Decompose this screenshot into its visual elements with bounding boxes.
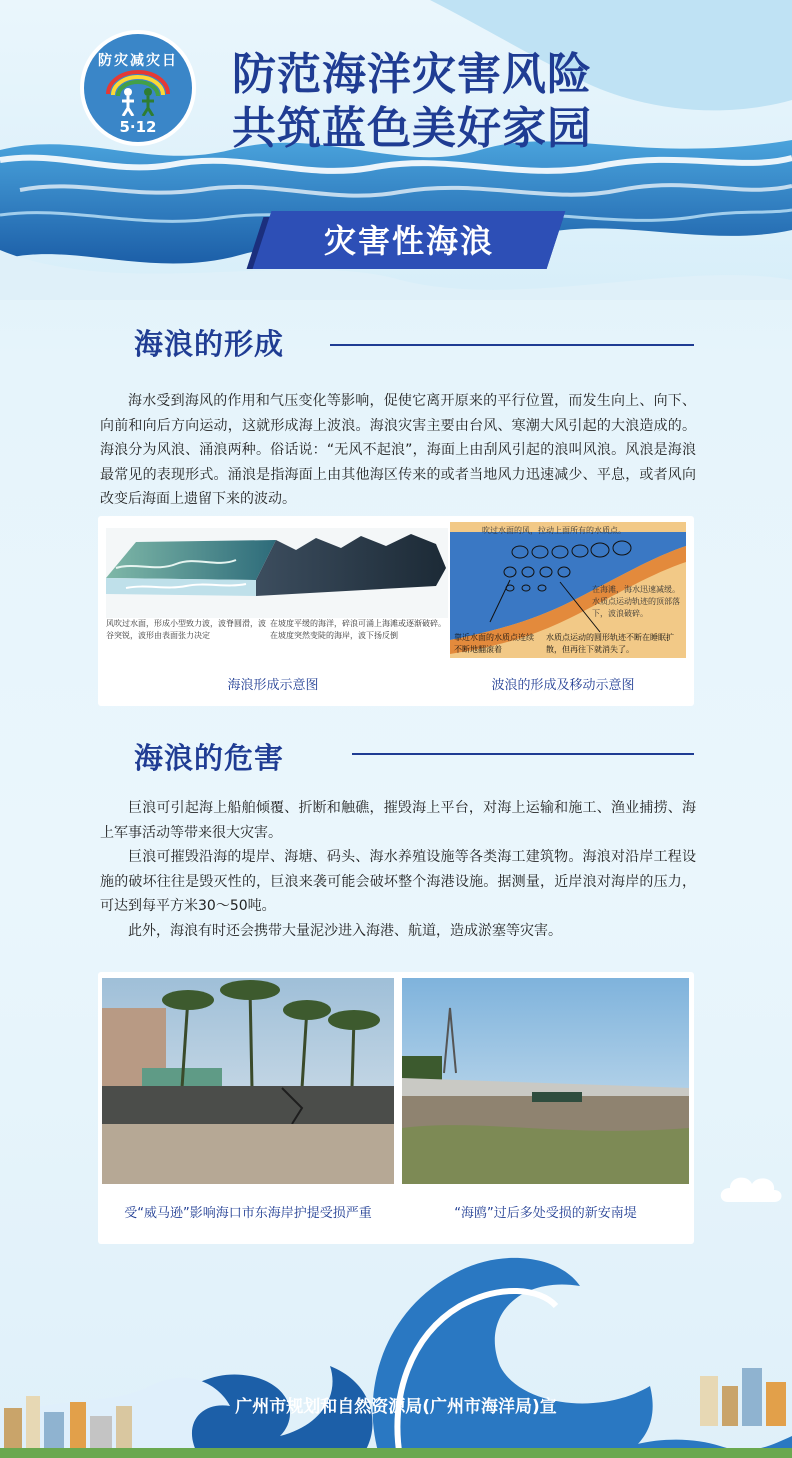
figure-caption-motion: 波浪的形成及移动示意图 [491, 678, 635, 693]
hazards-paragraphs [100, 796, 696, 943]
photo-caption-xinan: “海鸥”过后多处受损的新安南堤 [454, 1206, 637, 1221]
page-title-line-1: 防范海洋灾害风险 [232, 49, 592, 100]
footer-publisher: 广州市规划和自然资源局(广州市海洋局)宣 [235, 1397, 557, 1417]
hazards-photo-card [98, 972, 694, 1244]
diagram-label-bottom-left: 靠近水面的水质点连续不断地翻滚着 [454, 633, 534, 654]
logo-date: 5·12 [119, 118, 157, 136]
hazard-paragraph: 此外，海浪有时还会携带大量泥沙进入海港、航道，造成淤塞等灾害。 [128, 922, 562, 939]
page-title-line-2: 共筑蓝色美好家园 [232, 103, 592, 154]
formation-paragraph: 海水受到海风的作用和气压变化等影响，促使它离开原来的平行位置，而发生向上、向下、向前和向后方向运动，这就形成海上波浪。海浪灾害主要由台风、寒潮大风引起的大浪造成的。海浪分为风浪、涌浪两种。俗话说：“无风不起浪”，海面上由刮风引起的浪叫风浪。风浪是海浪最常见的表现形式。涌浪是指海面上由其他海区传来的或者当地风力迅速减少、平息，或者风向改变后海面上遗留下来的波动。 [100, 393, 696, 507]
diagram-label-right: 在海滩，海水迅速减缓。水质点运动轨迹的顶部落下，波浪破碎。 [592, 585, 680, 618]
disaster-prevention-day-logo [80, 30, 196, 146]
section-divider [330, 344, 694, 346]
cloud-icon [718, 1168, 784, 1206]
formation-left-note: 风吹过水面，形成小型致力波，波脊圆滑，波谷突锐，波形由表面张力决定 [106, 619, 266, 640]
diagram-label-top: 吹过水面的风，拉动上面所有的水质点。 [482, 526, 626, 535]
seawall-damage-photo-haikou [102, 978, 394, 1184]
seawall-damage-photo-xinan [402, 978, 689, 1184]
rainbow-people-icon [102, 68, 174, 116]
formation-right-note: 在坡度平缓的海洋，碎浪可涌上海滩或逐渐破碎。在坡度突然变陡的海岸，波下扬反倒 [270, 619, 446, 640]
photo-caption-haikou: 受“威马逊”影响海口市东海岸护提受损严重 [124, 1206, 372, 1221]
hazard-paragraph: 巨浪可摧毁沿海的堤岸、海塘、码头、海水养殖设施等各类海工建筑物。海浪对沿岸工程设施的破坏往往是毁灭性的，巨浪来袭可能会破坏整个海港设施。据测量，近岸浪对海岸的压力，可达到每平方米30～50吨。 [100, 849, 696, 914]
formation-figure-card [98, 516, 694, 706]
banner-title: 灾害性海浪 [323, 222, 494, 260]
section-heading-formation: 海浪的形成 [134, 327, 285, 361]
section-divider [352, 753, 694, 755]
diagram-label-bottom-right: 水质点运动的圆形轨迹不断在睡眠扩散，但再往下就消失了。 [546, 633, 674, 654]
logo-top-text: 防灾减灾日 [98, 53, 178, 69]
section-heading-hazards: 海浪的危害 [134, 741, 285, 775]
wave-motion-diagram [450, 522, 686, 658]
figure-caption-formation: 海浪形成示意图 [227, 678, 319, 693]
wave-formation-illustration [106, 528, 448, 618]
hazard-paragraph: 巨浪可引起海上船舶倾覆、折断和触礁，摧毁海上平台，对海上运输和施工、渔业捕捞、海上军事活动等带来很大灾害。 [100, 800, 696, 841]
footer-wave-illustration [0, 1236, 792, 1458]
